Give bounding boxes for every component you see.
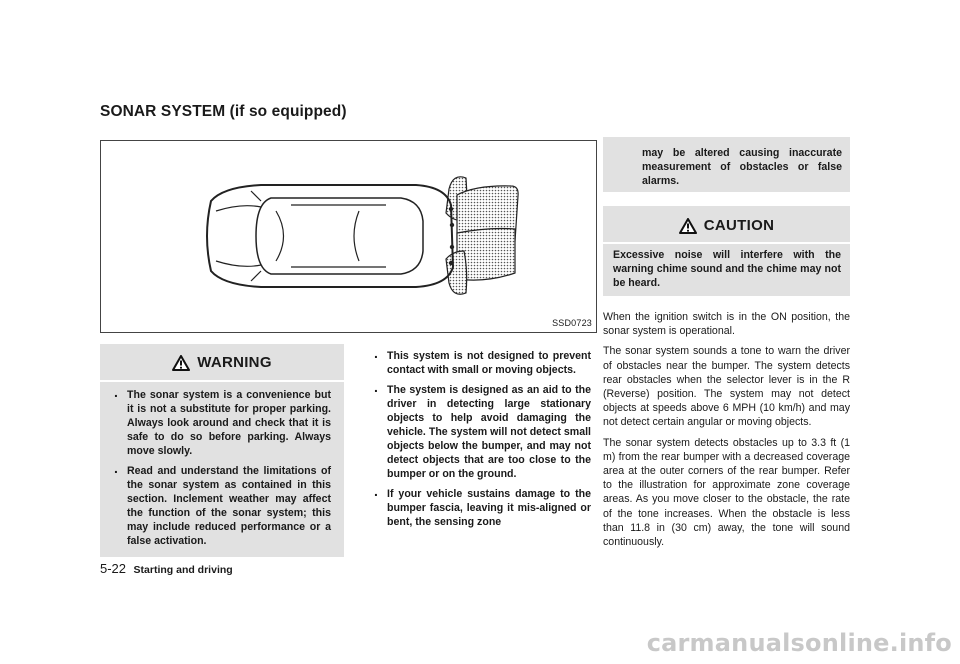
warning-item-5: . If your vehicle sustains damage to the bumper fascia, leaving it mis-aligned or bent, the sensing zone <box>387 487 591 529</box>
chapter-title: Starting and driving <box>133 564 233 576</box>
caution-triangle-icon <box>679 218 697 234</box>
warning-box-col2 <box>352 344 597 557</box>
warning-item-4: . The system is designed as an aid to the driver in detecting large stationary objects to help avoid damaging the vehicle. The system will not detect small objects below the bumper, and may not detect objects that are too close to the bumper or on the ground. <box>387 383 591 481</box>
warning-triangle-icon <box>172 355 190 371</box>
warning-item-2: . Read and understand the limitations of the sonar system as contained in this section. Inclement weather may affect the function of the sonar system; this may include reduced performance or a false activation. <box>127 464 331 548</box>
body-text <box>603 310 850 555</box>
warning-box-col3 <box>603 137 850 192</box>
caution-title: CAUTION <box>703 217 775 234</box>
page-footer <box>100 561 233 576</box>
car-body <box>207 185 453 287</box>
warning-box <box>100 344 344 557</box>
car-top-view-drawing <box>101 141 596 332</box>
warning-title: WARNING <box>197 354 272 371</box>
caution-divider <box>603 242 850 244</box>
sensing-zones <box>446 177 518 294</box>
body-paragraph-1: When the ignition switch is in the ON position, the sonar system is operational. <box>603 311 850 338</box>
warning-item-1: . The sonar system is a convenience but it is not a substitute for proper parking. Always look around and check that it is safe to do so before parking. Always move slowly. <box>127 388 331 458</box>
warning-list-col1 <box>127 388 331 554</box>
caution-text: Excessive noise will interfere with the warning chime sound and the chime may not be heard. <box>613 249 841 289</box>
warning-header <box>100 354 344 371</box>
watermark: carmanualsonline.info <box>646 629 952 657</box>
figure-code: SSD0723 <box>552 318 592 328</box>
warning-divider <box>100 380 344 382</box>
sonar-illustration <box>100 140 597 333</box>
warning-item-5-continued: may be altered causing inaccurate measurement of obstacles or false alarms. <box>642 147 842 187</box>
section-title: SONAR SYSTEM (if so equipped) <box>100 103 347 120</box>
caution-header <box>603 217 850 234</box>
body-paragraph-3: The sonar system detects obstacles up to 3.3 ft (1 m) from the rear bumper with a decreased coverage area at the outer corners of the rear bumper. Refer to the illustration for approximate zone coverage areas. As you move closer to the obstacle, the rate of the tone increases. When the obstacle is less than 11.8 in (30 cm) away, the tone will sound continuously. <box>603 436 850 549</box>
page-number: 5-22 <box>100 561 127 576</box>
caution-box <box>603 206 850 296</box>
warning-list-col2 <box>387 349 591 535</box>
body-paragraph-2: The sonar system sounds a tone to warn the driver of obstacles near the bumper. The system detects rear obstacles when the selector lever is in the R (Reverse) position. The system may not detect objects at speeds above 6 MPH (10 km/h) and may not detect certain angular or moving objects. <box>603 345 850 429</box>
warning-item-3: . This system is not designed to prevent contact with small or moving objects. <box>387 349 591 377</box>
